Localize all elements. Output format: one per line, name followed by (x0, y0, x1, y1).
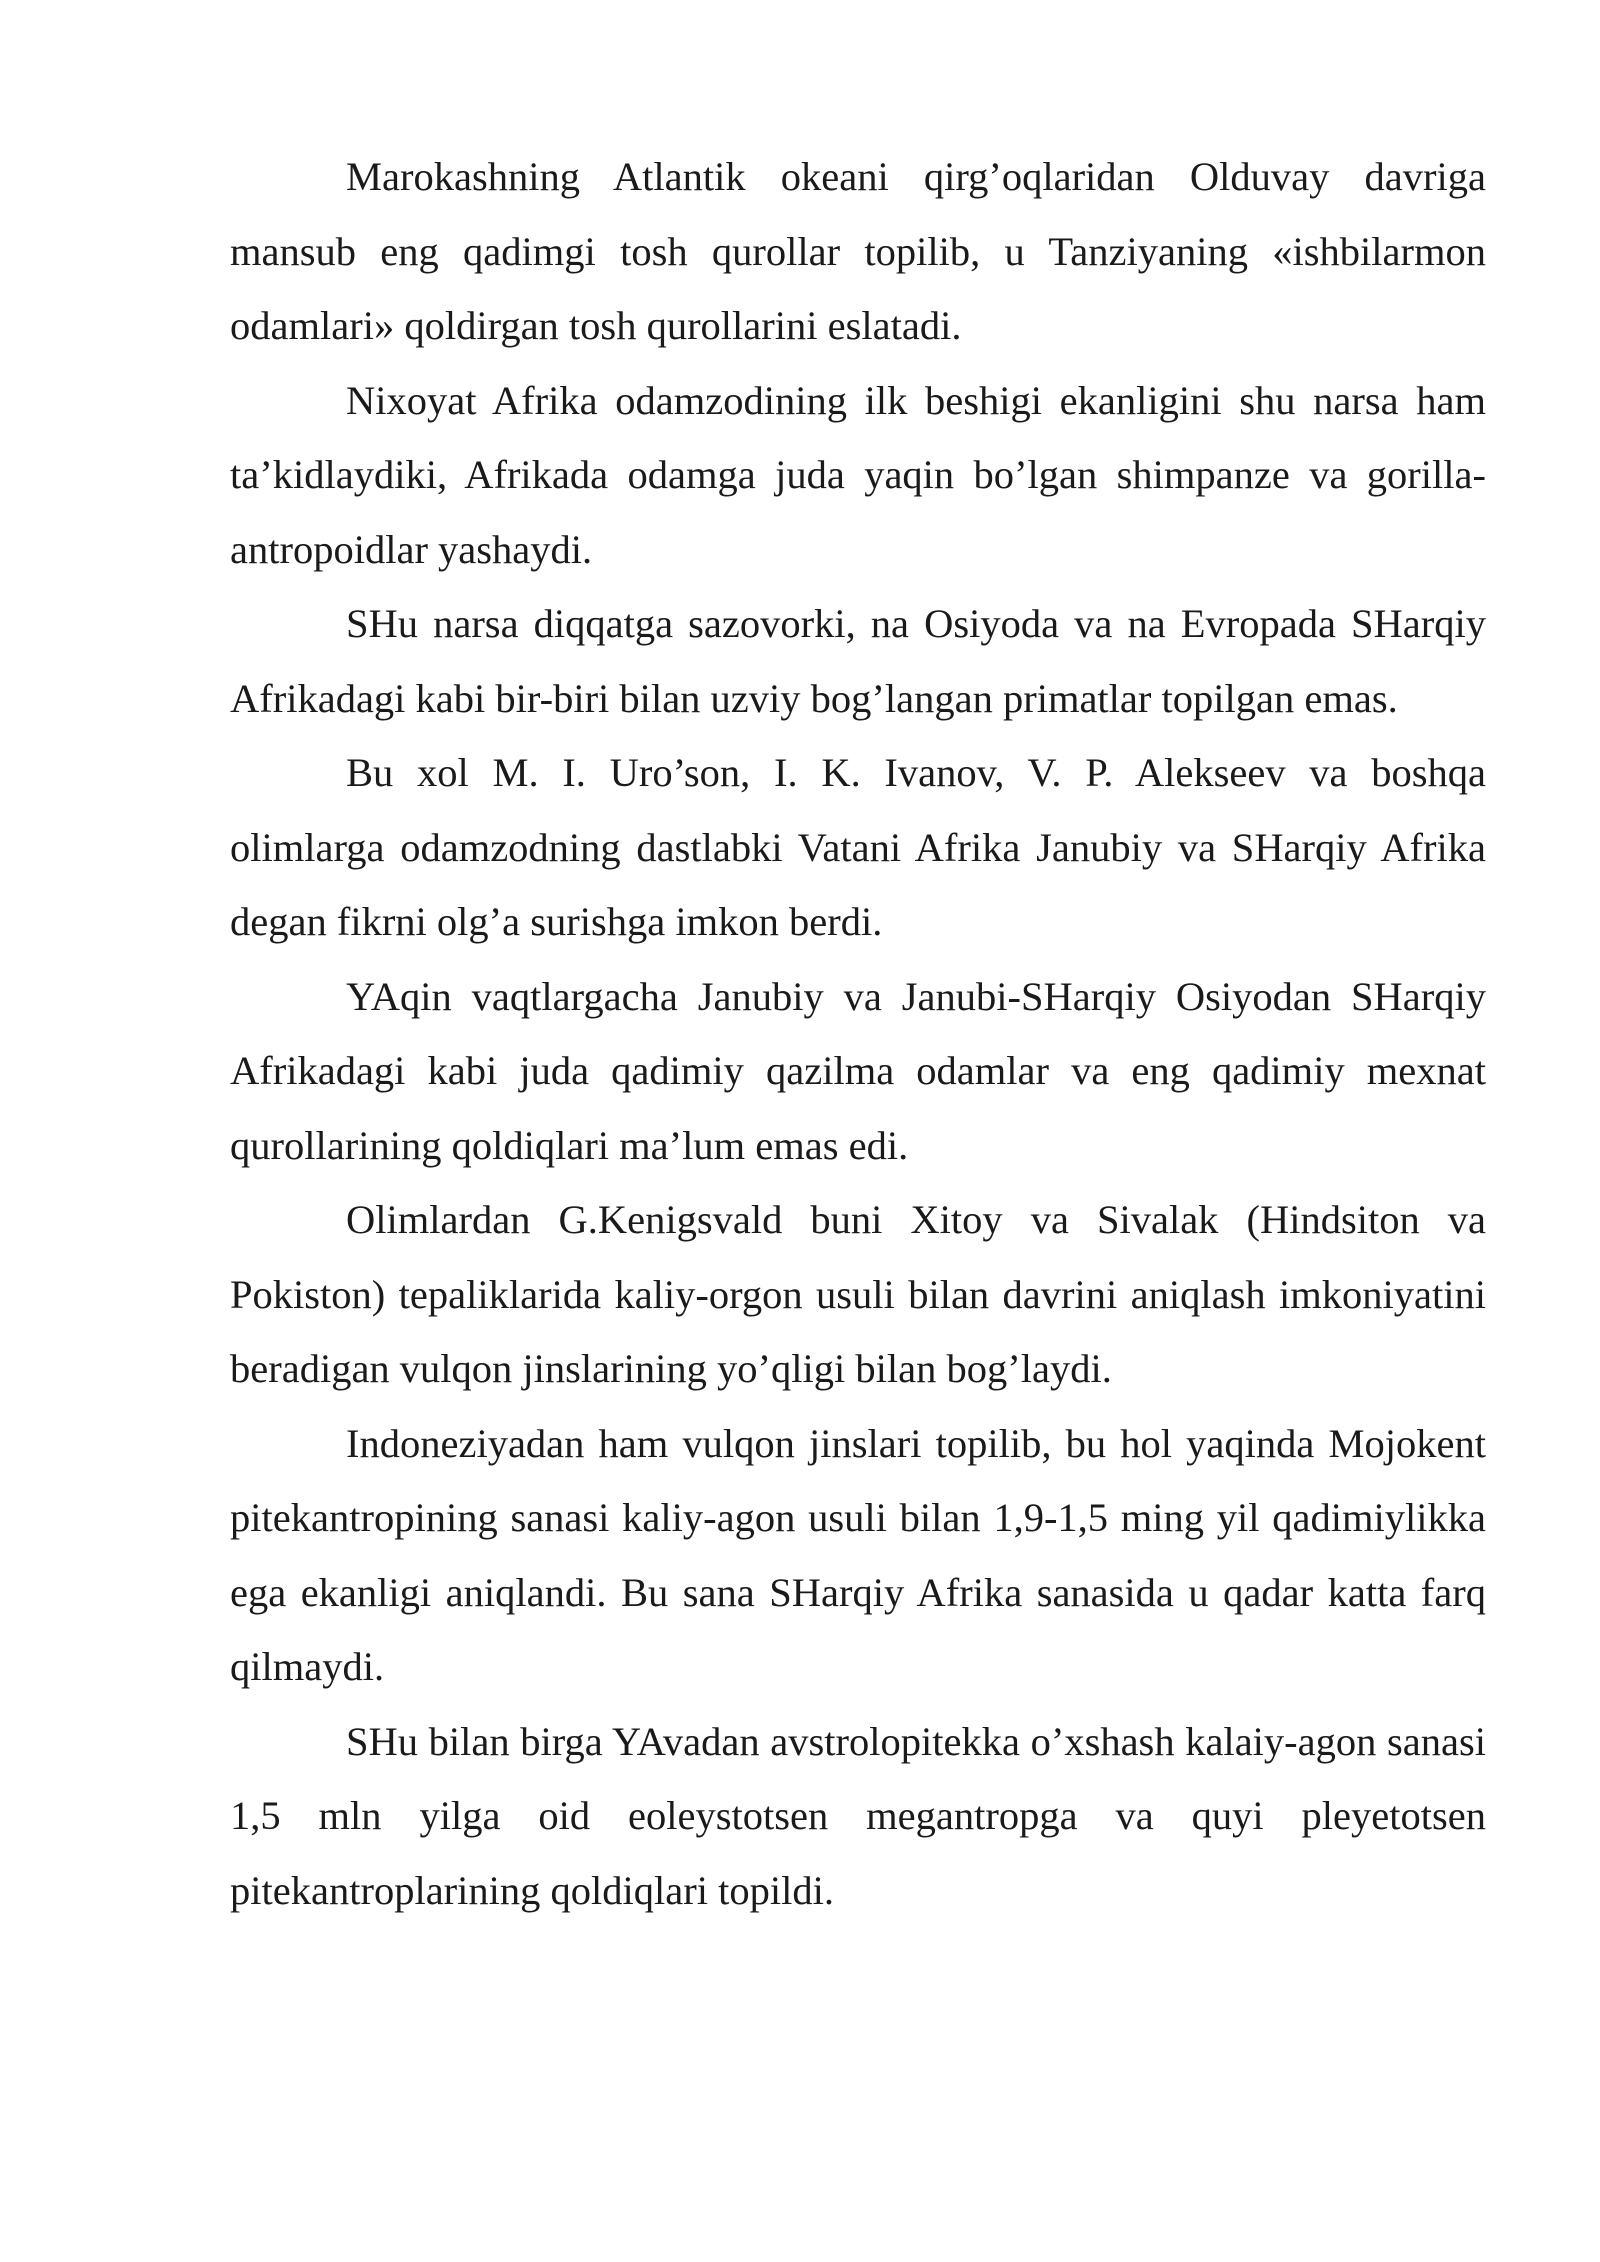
paragraph-5: YAqin vaqtlargacha Janubiy va Janubi-SHarqiy Osiyodan SHarqiy Afrikadagi kabi juda qadimiy qazilma odamlar va eng qadimiy mexnat qurollarining qoldiqlari ma’lum emas edi. (230, 973, 1486, 1168)
paragraph-1: Marokashning Atlantik okeani qirg’oqlaridan Olduvay davriga mansub eng qadimgi tosh qurollar topilib, u Tanziyaning «ishbilarmon odamlari» qoldirgan tosh qurollarini eslatadi. (230, 154, 1486, 348)
paragraph-4: Bu xol M. I. Uro’son, I. K. Ivanov, V. P. Alekseev va boshqa olimlarga odamzodning dastlabki Vatani Afrika Janubiy va SHarqiy Afrika degan fikrni olg’a surishga imkon berdi. (230, 750, 1486, 944)
paragraph-8: SHu bilan birga YAvadan avstrolopitekka o’xshash kalaiy-agon sanasi 1,5 mln yilga oid eoleystotsen megantropga va quyi pleyetotsen pitekantroplarining qoldiqlari topildi. (230, 1718, 1486, 1913)
body-text (230, 140, 1486, 1928)
paragraph-6: Olimlardan G.Kenigsvald buni Xitoy va Sivalak (Hindsiton va Pokiston) tepaliklarida kaliy-orgon usuli bilan davrini aniqlash imkoniyatini beradigan vulqon jinslarining yo’qligi bilan bog’laydi. (230, 1197, 1486, 1391)
paragraph-2: Nixoyat Afrika odamzodining ilk beshigi ekanligini shu narsa ham ta’kidlaydiki, Afrikada odamga juda yaqin bo’lgan shimpanze va gorilla-antropoidlar yashaydi. (230, 377, 1486, 572)
paragraph-7: Indoneziyadan ham vulqon jinslari topilib, bu hol yaqinda Mojokent pitekantropining sanasi kaliy-agon usuli bilan 1,9-1,5 ming yil qadimiylikka ega ekanligi aniqlandi. Bu sana SHarqiy Afrika sanasida u qadar katta farq qilmaydi. (230, 1420, 1486, 1689)
paragraph-3: SHu narsa diqqatga sazovorki, na Osiyoda va na Evropada SHarqiy Afrikadagi kabi bir-biri bilan uzviy bog’langan primatlar topilgan emas. (230, 601, 1486, 721)
